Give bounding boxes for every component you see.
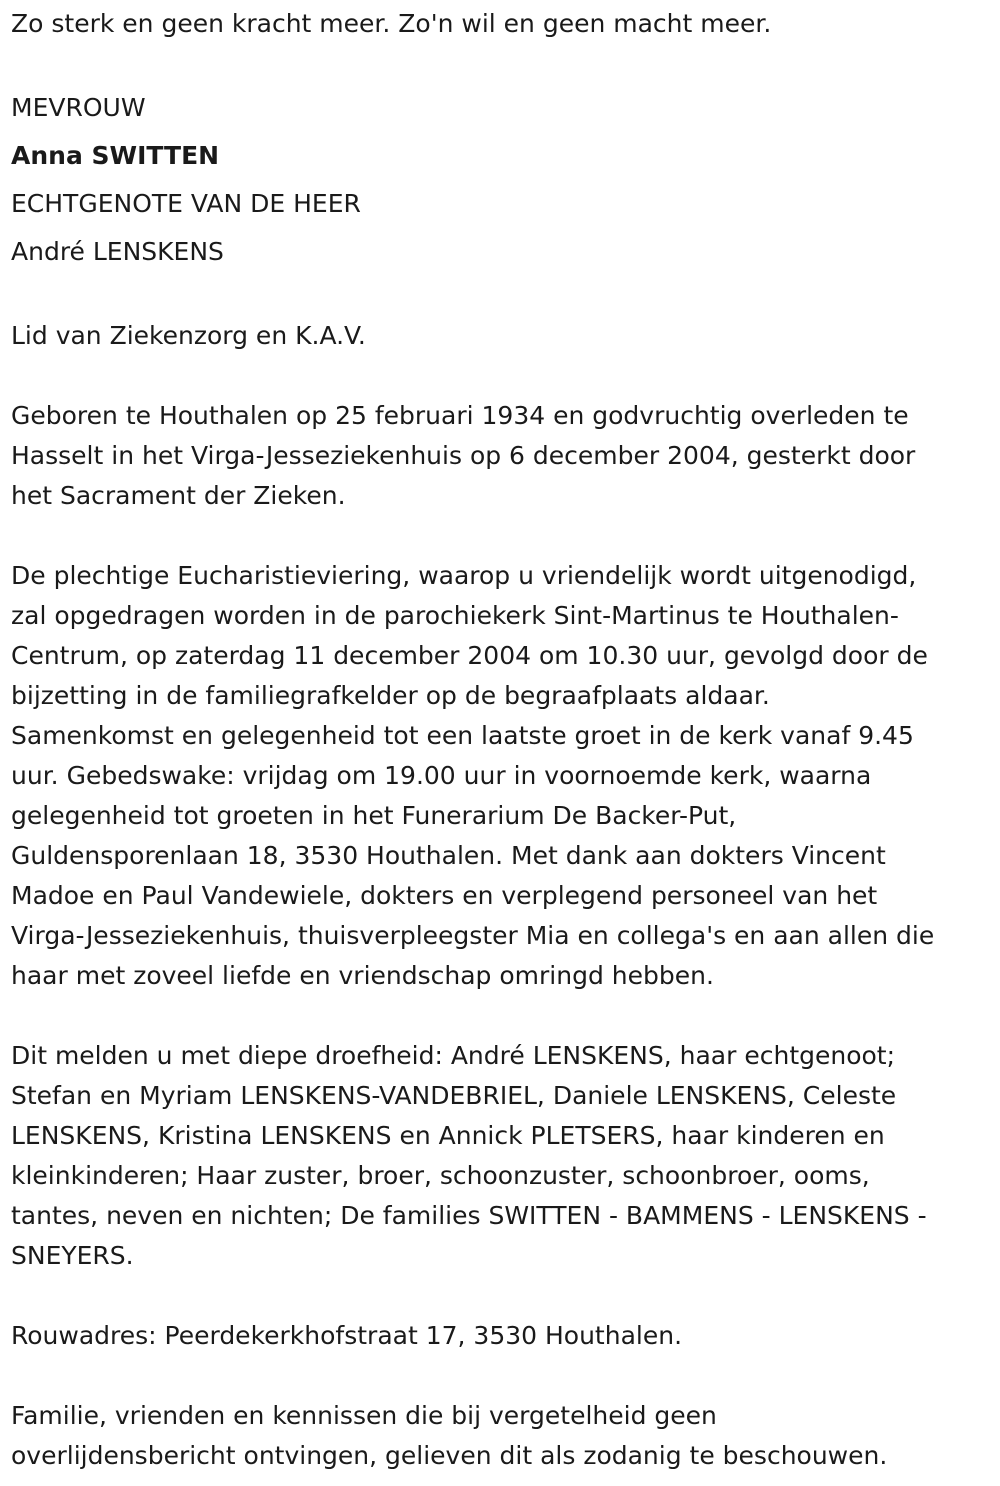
paragraph-line: uur. Gebedswake: vrijdag om 19.00 uur in voornoemde kerk, waarna bbox=[11, 761, 872, 790]
paragraph-line: tantes, neven en nichten; De families SWITTEN - BAMMENS - LENSKENS - bbox=[11, 1201, 927, 1230]
paragraph-line: Virga-Jesseziekenhuis, thuisverpleegster Mia en collega's en aan allen die bbox=[11, 921, 935, 950]
spacer bbox=[11, 1276, 986, 1316]
paragraph-line: Guldensporenlaan 18, 3530 Houthalen. Met dank aan dokters Vincent bbox=[11, 841, 886, 870]
paragraph-line: Samenkomst en gelegenheid tot een laatste groet in de kerk vanaf 9.45 bbox=[11, 721, 914, 750]
paragraph-line: Geboren te Houthalen op 25 februari 1934 en godvruchtig overleden te bbox=[11, 401, 909, 430]
paragraph-line: Familie, vrienden en kennissen die bij vergetelheid geen bbox=[11, 1401, 717, 1430]
birth-death-paragraph bbox=[11, 396, 986, 516]
family-paragraph bbox=[11, 1036, 986, 1276]
paragraph-line: LENSKENS, Kristina LENSKENS en Annick PLETSERS, haar kinderen en bbox=[11, 1121, 885, 1150]
paragraph-line: zal opgedragen worden in de parochiekerk Sint-Martinus te Houthalen- bbox=[11, 601, 899, 630]
ceremony-paragraph bbox=[11, 556, 986, 996]
motto-text: Zo sterk en geen kracht meer. Zo'n wil en geen macht meer. bbox=[11, 9, 772, 38]
spacer bbox=[11, 996, 986, 1036]
deceased-name: Anna SWITTEN bbox=[11, 141, 220, 170]
salutation: MEVROUW bbox=[11, 93, 146, 122]
paragraph-line: Centrum, op zaterdag 11 december 2004 om 10.30 uur, gevolgd door de bbox=[11, 641, 928, 670]
paragraph-line: Stefan en Myriam LENSKENS-VANDEBRIEL, Daniele LENSKENS, Celeste bbox=[11, 1081, 897, 1110]
paragraph-line: De plechtige Eucharistieviering, waarop u vriendelijk wordt uitgenodigd, bbox=[11, 561, 917, 590]
spouse-name: André LENSKENS bbox=[11, 237, 224, 266]
paragraph-line: Dit melden u met diepe droefheid: André LENSKENS, haar echtgenoot; bbox=[11, 1041, 896, 1070]
paragraph-line: Madoe en Paul Vandewiele, dokters en verplegend personeel van het bbox=[11, 881, 878, 910]
spacer bbox=[11, 276, 986, 316]
relation-text: ECHTGENOTE VAN DE HEER bbox=[11, 189, 361, 218]
spacer bbox=[11, 356, 986, 396]
paragraph-line: bijzetting in de familiegrafkelder op de begraafplaats aldaar. bbox=[11, 681, 770, 710]
paragraph-line: kleinkinderen; Haar zuster, broer, schoonzuster, schoonbroer, ooms, bbox=[11, 1161, 870, 1190]
paragraph-line: Hasselt in het Virga-Jesseziekenhuis op 6 december 2004, gesterkt door bbox=[11, 441, 916, 470]
paragraph-line: gelegenheid tot groeten in het Funerarium De Backer-Put, bbox=[11, 801, 737, 830]
paragraph-line: SNEYERS. bbox=[11, 1241, 134, 1270]
paragraph-line: het Sacrament der Zieken. bbox=[11, 481, 346, 510]
paragraph-line: overlijdensbericht ontvingen, gelieven dit als zodanig te beschouwen. bbox=[11, 1441, 888, 1470]
closing-paragraph bbox=[11, 1396, 986, 1476]
spacer bbox=[11, 1356, 986, 1396]
membership-text: Lid van Ziekenzorg en K.A.V. bbox=[11, 321, 366, 350]
spacer bbox=[11, 516, 986, 556]
paragraph-line: haar met zoveel liefde en vriendschap omringd hebben. bbox=[11, 961, 714, 990]
mourning-address: Rouwadres: Peerdekerkhofstraat 17, 3530 Houthalen. bbox=[11, 1321, 683, 1350]
obituary-header bbox=[11, 84, 986, 276]
